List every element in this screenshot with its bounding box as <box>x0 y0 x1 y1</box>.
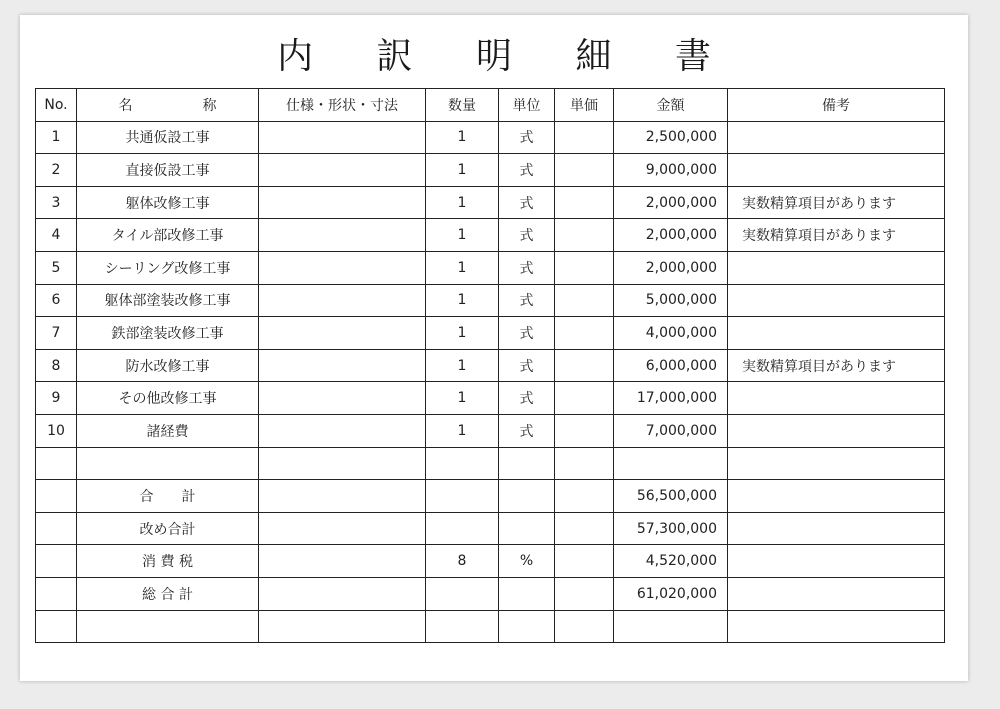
cell-no: 4 <box>36 219 77 252</box>
header-no: No. <box>36 89 77 122</box>
cell-price <box>555 545 614 578</box>
cell-name: 防水改修工事 <box>77 349 259 382</box>
cell-spec <box>259 414 426 447</box>
cell-name: 合 計 <box>77 480 259 513</box>
cell-no: 8 <box>36 349 77 382</box>
cell-no: 3 <box>36 186 77 219</box>
cell-unit <box>499 512 555 545</box>
cell-remarks: 実数精算項目があります <box>728 349 945 382</box>
header-row <box>36 89 945 122</box>
table-row <box>36 512 945 545</box>
cell-remarks <box>728 284 945 317</box>
cell-unit: 式 <box>499 414 555 447</box>
cell-price <box>555 317 614 350</box>
cell-price <box>555 577 614 610</box>
cell-amount: 2,500,000 <box>614 121 728 154</box>
table-row <box>36 219 945 252</box>
cell-name <box>77 447 259 480</box>
table-row <box>36 251 945 284</box>
cell-amount: 9,000,000 <box>614 154 728 187</box>
cell-name <box>77 610 259 643</box>
header-unit: 単位 <box>499 89 555 122</box>
cell-amount: 7,000,000 <box>614 414 728 447</box>
cell-unit: 式 <box>499 219 555 252</box>
cell-qty <box>426 610 499 643</box>
table-row <box>36 382 945 415</box>
table-row <box>36 154 945 187</box>
table-row <box>36 545 945 578</box>
cell-qty <box>426 512 499 545</box>
cell-qty: 8 <box>426 545 499 578</box>
cell-qty <box>426 480 499 513</box>
cell-amount: 2,000,000 <box>614 219 728 252</box>
cell-price <box>555 382 614 415</box>
cell-unit <box>499 480 555 513</box>
cell-remarks <box>728 577 945 610</box>
cell-amount: 2,000,000 <box>614 186 728 219</box>
cell-no <box>36 545 77 578</box>
header-spec: 仕様・形状・寸法 <box>259 89 426 122</box>
cell-unit <box>499 447 555 480</box>
cell-name: 躯体部塗装改修工事 <box>77 284 259 317</box>
cell-remarks <box>728 512 945 545</box>
cell-unit <box>499 577 555 610</box>
cell-spec <box>259 154 426 187</box>
cell-remarks <box>728 545 945 578</box>
cell-no: 1 <box>36 121 77 154</box>
cell-name: タイル部改修工事 <box>77 219 259 252</box>
cell-qty: 1 <box>426 154 499 187</box>
cell-no <box>36 512 77 545</box>
cell-qty: 1 <box>426 121 499 154</box>
cell-no <box>36 447 77 480</box>
table-row <box>36 480 945 513</box>
cell-unit: 式 <box>499 154 555 187</box>
cell-spec <box>259 382 426 415</box>
cell-no: 7 <box>36 317 77 350</box>
header-price: 単価 <box>555 89 614 122</box>
table-row <box>36 447 945 480</box>
cell-spec <box>259 512 426 545</box>
cell-unit: 式 <box>499 121 555 154</box>
header-name: 名 称 <box>77 89 259 122</box>
cell-unit <box>499 610 555 643</box>
cell-unit: 式 <box>499 382 555 415</box>
cell-price <box>555 349 614 382</box>
cell-unit: % <box>499 545 555 578</box>
cell-spec <box>259 480 426 513</box>
cell-unit: 式 <box>499 317 555 350</box>
cell-qty: 1 <box>426 382 499 415</box>
cell-amount: 5,000,000 <box>614 284 728 317</box>
table-row <box>36 577 945 610</box>
table-row <box>36 414 945 447</box>
cell-price <box>555 154 614 187</box>
cell-amount: 61,020,000 <box>614 577 728 610</box>
cell-name: 諸経費 <box>77 414 259 447</box>
cell-amount: 4,520,000 <box>614 545 728 578</box>
table-row <box>36 284 945 317</box>
cell-remarks: 実数精算項目があります <box>728 219 945 252</box>
cell-remarks <box>728 480 945 513</box>
cell-spec <box>259 121 426 154</box>
cell-no: 10 <box>36 414 77 447</box>
cell-unit: 式 <box>499 349 555 382</box>
cell-spec <box>259 349 426 382</box>
table-row <box>36 186 945 219</box>
cell-name: 躯体改修工事 <box>77 186 259 219</box>
cell-spec <box>259 251 426 284</box>
cell-unit: 式 <box>499 284 555 317</box>
cell-qty: 1 <box>426 317 499 350</box>
cell-no: 9 <box>36 382 77 415</box>
cell-price <box>555 447 614 480</box>
cell-qty: 1 <box>426 414 499 447</box>
document-title: 内 訳 明 細 書 <box>277 36 737 77</box>
cell-qty <box>426 577 499 610</box>
cell-remarks: 実数精算項目があります <box>728 186 945 219</box>
cell-amount <box>614 610 728 643</box>
cell-name: 総 合 計 <box>77 577 259 610</box>
cell-spec <box>259 577 426 610</box>
cell-spec <box>259 317 426 350</box>
cell-price <box>555 284 614 317</box>
table-row <box>36 610 945 643</box>
cell-price <box>555 610 614 643</box>
cell-spec <box>259 284 426 317</box>
cell-name: 直接仮設工事 <box>77 154 259 187</box>
cell-no <box>36 577 77 610</box>
cell-name: 改め合計 <box>77 512 259 545</box>
cell-remarks <box>728 154 945 187</box>
cell-spec <box>259 545 426 578</box>
cell-price <box>555 512 614 545</box>
cell-unit: 式 <box>499 186 555 219</box>
cell-no: 6 <box>36 284 77 317</box>
cell-price <box>555 414 614 447</box>
cell-amount <box>614 447 728 480</box>
cell-remarks <box>728 121 945 154</box>
cell-name: シーリング改修工事 <box>77 251 259 284</box>
cell-amount: 2,000,000 <box>614 251 728 284</box>
cell-remarks <box>728 382 945 415</box>
cell-name: 共通仮設工事 <box>77 121 259 154</box>
cell-remarks <box>728 610 945 643</box>
cell-remarks <box>728 251 945 284</box>
cell-qty: 1 <box>426 251 499 284</box>
cell-price <box>555 186 614 219</box>
cell-spec <box>259 610 426 643</box>
cell-qty: 1 <box>426 186 499 219</box>
cell-no: 5 <box>36 251 77 284</box>
cell-no <box>36 480 77 513</box>
cell-name: 消 費 税 <box>77 545 259 578</box>
cell-unit: 式 <box>499 251 555 284</box>
cell-no: 2 <box>36 154 77 187</box>
header-amount: 金額 <box>614 89 728 122</box>
cell-price <box>555 251 614 284</box>
cell-amount: 4,000,000 <box>614 317 728 350</box>
cell-spec <box>259 186 426 219</box>
cell-no <box>36 610 77 643</box>
document-sheet <box>20 15 968 681</box>
cell-remarks <box>728 414 945 447</box>
cell-name: その他改修工事 <box>77 382 259 415</box>
cell-amount: 6,000,000 <box>614 349 728 382</box>
cell-remarks <box>728 447 945 480</box>
cell-price <box>555 121 614 154</box>
cell-spec <box>259 447 426 480</box>
cell-amount: 57,300,000 <box>614 512 728 545</box>
cell-amount: 17,000,000 <box>614 382 728 415</box>
cell-name: 鉄部塗装改修工事 <box>77 317 259 350</box>
header-remarks: 備考 <box>728 89 945 122</box>
cell-amount: 56,500,000 <box>614 480 728 513</box>
cell-remarks <box>728 317 945 350</box>
table-row <box>36 121 945 154</box>
cell-qty: 1 <box>426 219 499 252</box>
cell-qty <box>426 447 499 480</box>
header-qty: 数量 <box>426 89 499 122</box>
cell-qty: 1 <box>426 349 499 382</box>
cell-qty: 1 <box>426 284 499 317</box>
table-row <box>36 317 945 350</box>
table-row <box>36 349 945 382</box>
cell-spec <box>259 219 426 252</box>
breakdown-table <box>35 88 945 643</box>
cell-price <box>555 219 614 252</box>
cell-price <box>555 480 614 513</box>
